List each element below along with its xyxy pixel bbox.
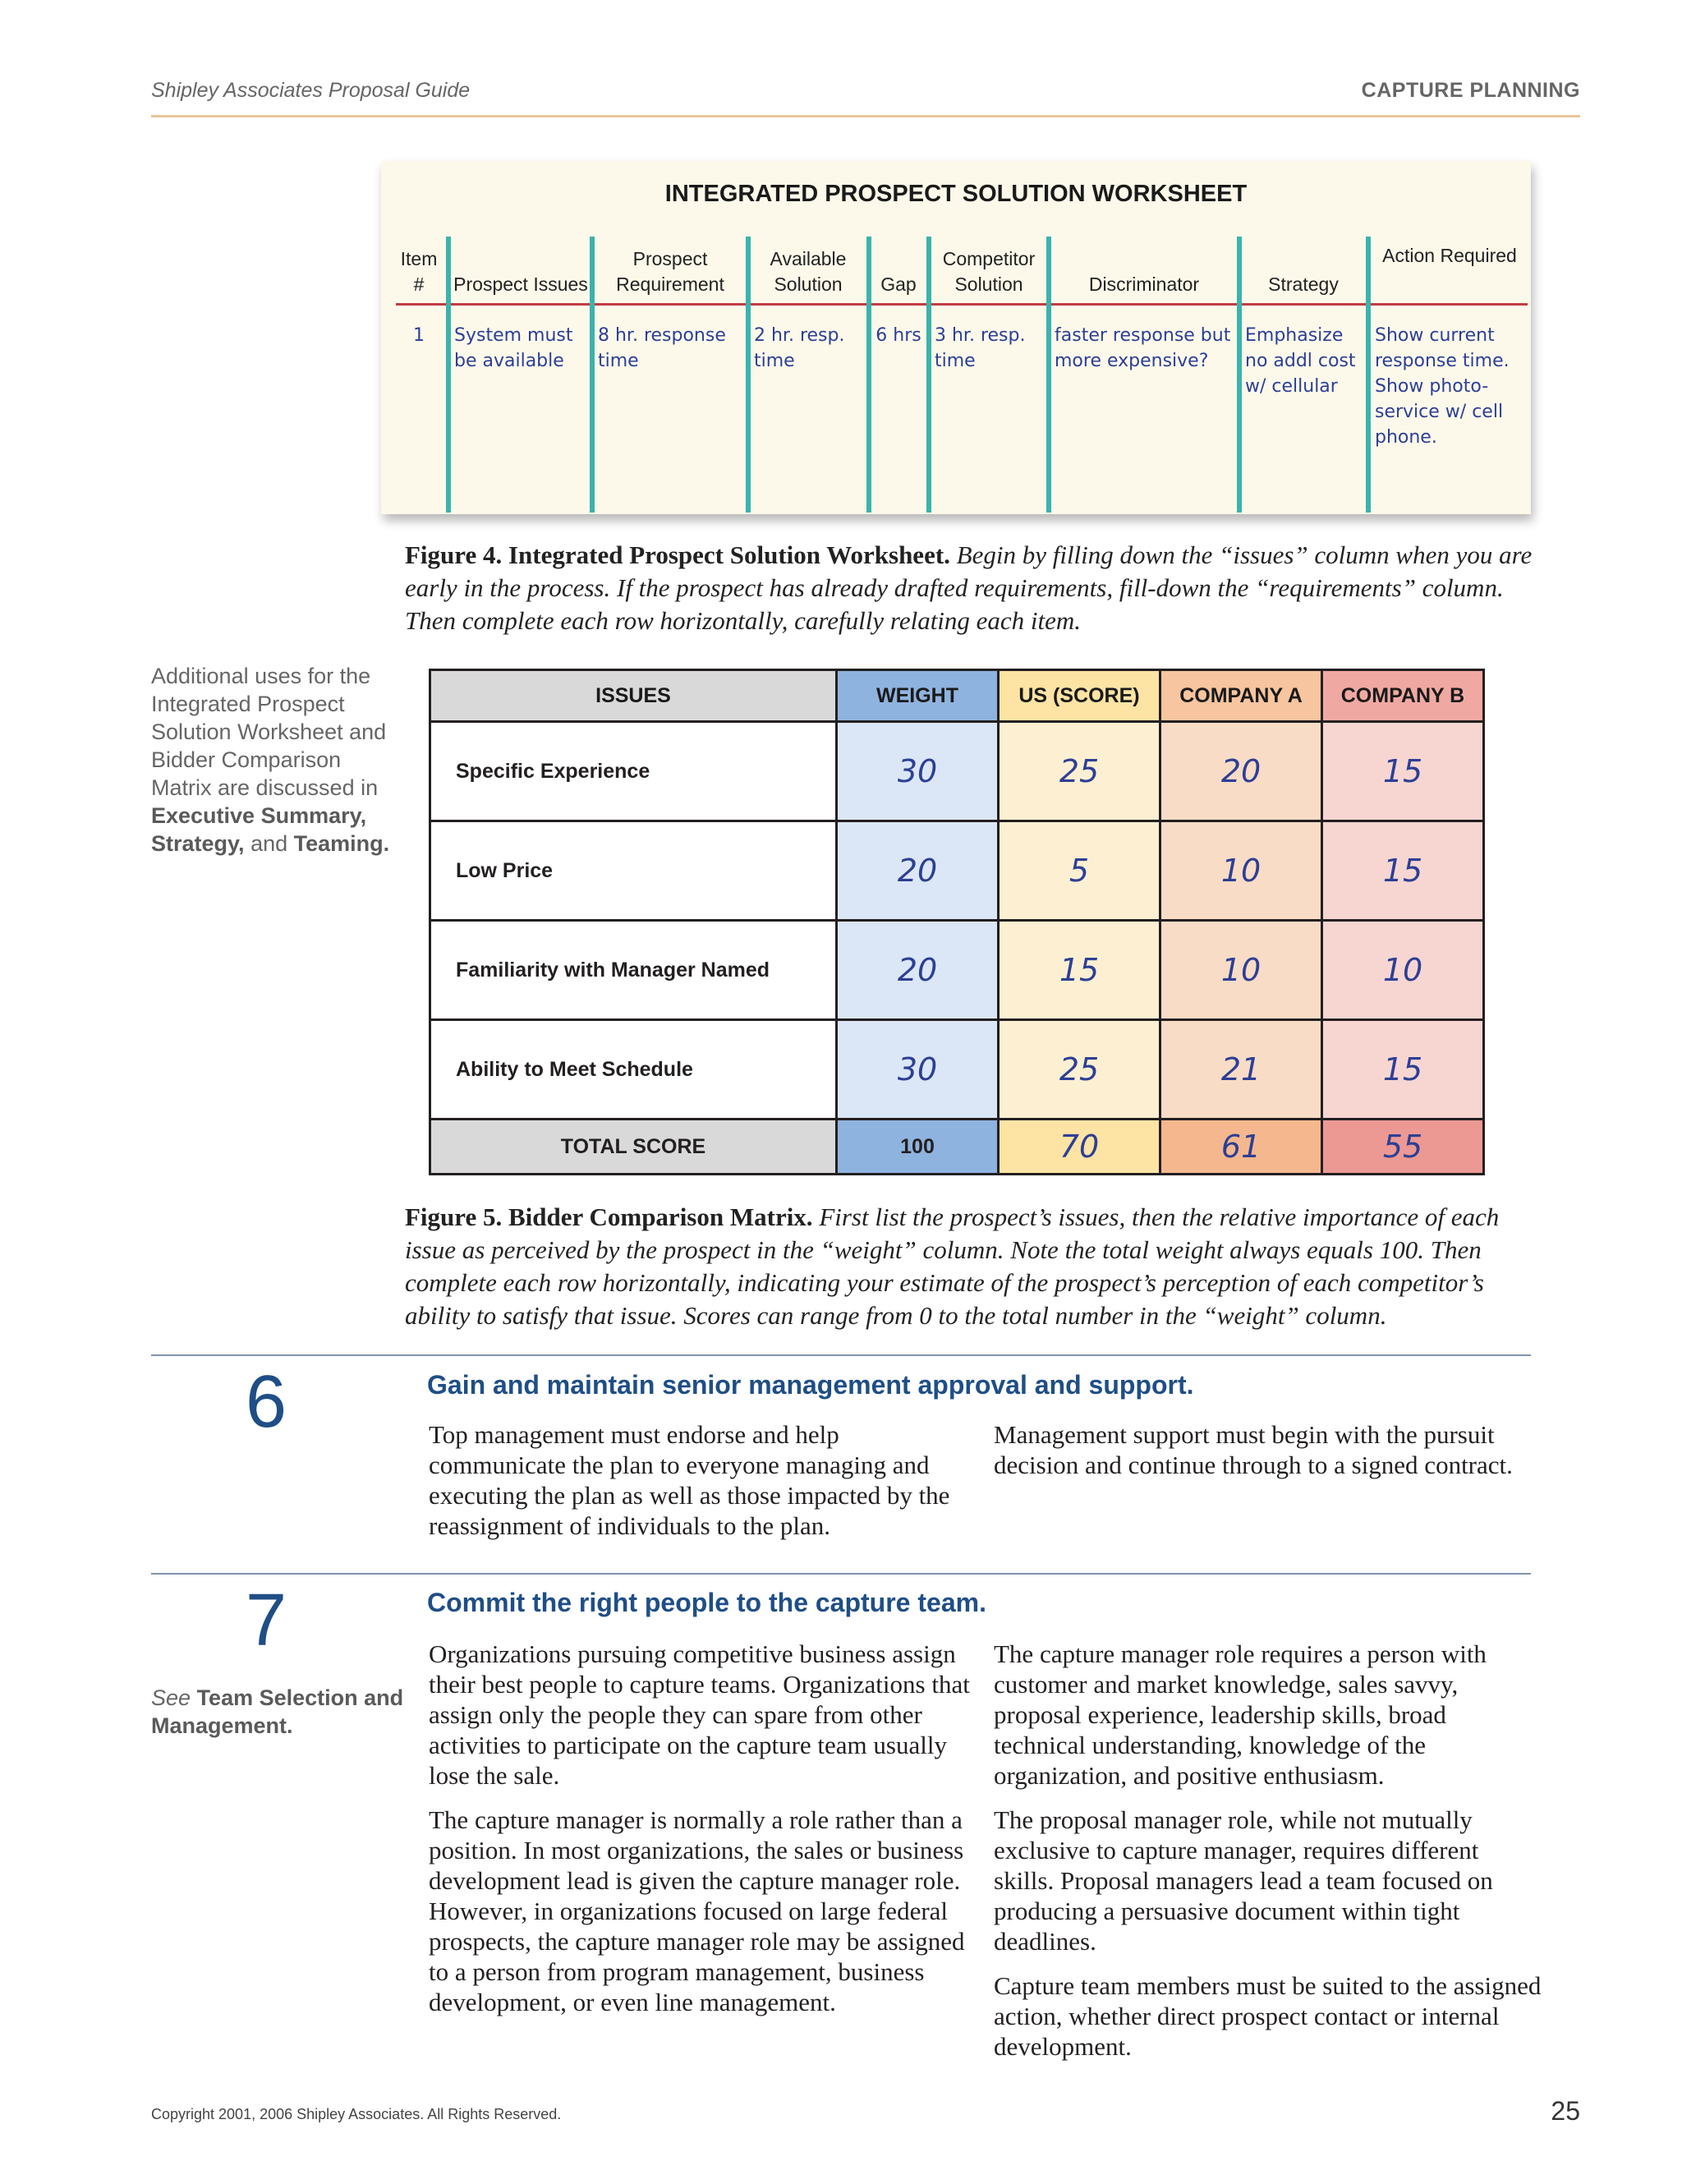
matrix-total-company-b: 55 [1322,1120,1484,1175]
worksheet-col-strategy: Strategy [1268,274,1339,295]
matrix-total-label: TOTAL SCORE [430,1120,837,1175]
figure-4-caption [405,539,1538,637]
matrix-head-company-b: COMPANY B [1322,670,1484,722]
worksheet-column-line [1237,237,1242,513]
matrix-weight: 30 [837,722,999,821]
section-6-paragraph: Management support must begin with the pursuit decision and continue through to a signed contract. [994,1420,1513,1479]
see-prefix: See [151,1685,191,1710]
worksheet-column-line [866,237,871,513]
figure-4-title: Figure 4. Integrated Prospect Solution Worksheet. [405,540,950,569]
matrix-row [430,921,1484,1020]
matrix-total-row [430,1120,1484,1175]
worksheet-col-solution: Available Solution [770,248,847,295]
matrix-company-b-score: 15 [1322,821,1484,921]
matrix-header-row [430,670,1484,722]
matrix-weight: 30 [837,1020,999,1120]
worksheet-col-competitor: Competitor Solution [942,248,1036,295]
matrix-company-a-score: 20 [1160,722,1322,821]
worksheet-cell-action: Show current response time. Show photo-service w/ cell phone. [1375,325,1510,448]
figure-5-title: Figure 5. Bidder Comparison Matrix. [405,1202,813,1231]
worksheet-col-issues: Prospect Issues [453,274,588,295]
section-6-heading: Gain and maintain senior management approval and support. [427,1370,1194,1400]
worksheet-column-line [1046,237,1051,513]
matrix-issue: Low Price [430,821,837,921]
worksheet-col-gap: Gap [880,274,917,295]
worksheet-title: INTEGRATED PROSPECT SOLUTION WORKSHEET [664,181,1248,207]
xref-strategy: Strategy, [151,831,245,856]
section-7-see-note [151,1684,414,1740]
worksheet-col-requirement: Prospect Requirement [616,248,724,295]
worksheet-column-line [926,237,931,513]
worksheet-header-rule [396,303,1528,306]
section-6-column-right [994,1419,1536,1494]
section-7-paragraph: Organizations pursuing competitive business assign their best people to capture teams. Organizations that assign only the people they can spare from other activities to participate on the capture team usually lose the sale. [429,1639,970,1790]
copyright-notice: Copyright 2001, 2006 Shipley Associates. All Rights Reserved. [151,2106,562,2122]
running-header-section: CAPTURE PLANNING [1361,79,1580,102]
matrix-head-issues: ISSUES [430,670,837,722]
worksheet-card [381,161,1531,514]
worksheet-cell-issues: System must be available [454,325,573,371]
matrix-issue: Ability to Meet Schedule [430,1020,837,1120]
matrix-company-b-score: 15 [1322,722,1484,821]
section-7-rule [151,1573,1531,1575]
matrix-head-company-a: COMPANY A [1160,670,1322,722]
matrix-total-company-a: 61 [1160,1120,1322,1175]
header-rule [151,115,1580,117]
matrix-head-weight: WEIGHT [837,670,999,722]
worksheet-col-item: Item # [400,248,438,295]
matrix-weight: 20 [837,921,999,1020]
worksheet-column-line [446,237,451,513]
worksheet-column-line [1366,237,1371,513]
matrix-company-a-score: 10 [1160,821,1322,921]
matrix-company-a-score: 21 [1160,1020,1322,1120]
matrix-row [430,821,1484,921]
section-7-number: 7 [245,1579,287,1662]
figure-5-text: First list the prospect’s issues, then the relative importance of each issue as perceived by the prospect in the “weight” column. Note the total weight always equals 100. Then complete each row horizontally, indicating your estimate of the prospect’s perception of each competitor’s ability to satisfy that issue. Scores can range from 0 to the total number in the “weight” column. [405,1202,1500,1330]
worksheet-cell-requirement: 8 hr. response time [598,325,726,371]
matrix-row [430,1020,1484,1120]
section-6-number: 6 [245,1361,287,1443]
section-7-column-left [429,1639,975,2031]
matrix-us-score: 5 [999,821,1160,921]
matrix-company-b-score: 15 [1322,1020,1484,1120]
matrix-total-weight: 100 [837,1120,999,1175]
xref-executive-summary: Executive Summary, [151,803,367,828]
matrix-total-us: 70 [999,1120,1160,1175]
worksheet-column-line [590,237,595,513]
worksheet-col-discriminator: Discriminator [1088,274,1200,295]
worksheet-cell-solution: 2 hr. resp. time [754,325,845,371]
running-header-title: Shipley Associates Proposal Guide [151,79,471,102]
section-7-paragraph: The capture manager is normally a role rather than a position. In most organizations, the sales or business development lead is given the capture manager role. However, in organizations focused on large federal prospects, the capture manager role may be assigned to a person from program management, business development, or even line management. [429,1805,965,2016]
section-7-column-right [994,1639,1542,2076]
section-7-paragraph: Capture team members must be suited to the assigned action, whether direct prospect contact or internal development. [994,1971,1542,2061]
matrix-issue: Familiarity with Manager Named [430,921,837,1020]
worksheet-cell-strategy: Emphasize no addl cost w/ cellular [1245,325,1356,397]
matrix-us-score: 25 [999,1020,1160,1120]
figure-4-text: Begin by filling down the “issues” column when you are early in the process. If the prospect has already drafted requirements, fill-down the “requirements” column. Then complete each row horizontally, carefully relating each item. [405,540,1533,635]
worksheet-col-action: Action Required [1382,245,1517,266]
matrix-company-b-score: 10 [1322,921,1484,1020]
worksheet-cell-item: 1 [413,325,425,346]
xref-teaming: Teaming. [293,831,390,856]
sidebar-note-and: and [250,831,288,856]
matrix-company-a-score: 10 [1160,921,1322,1020]
section-6-rule [151,1354,1531,1356]
sidebar-note-text: Additional uses for the Integrated Prospect Solution Worksheet and Bidder Comparison Matrix are discussed in [151,664,387,800]
matrix-weight: 20 [837,821,999,921]
matrix-head-us: US (SCORE) [999,670,1160,722]
matrix-us-score: 25 [999,722,1160,821]
bidder-comparison-matrix [429,669,1485,1175]
section-7-paragraph: The proposal manager role, while not mutually exclusive to capture manager, requires different skills. Proposal managers lead a team focused on producing a persuasive document within tight deadlines. [994,1805,1493,1956]
sidebar-note [151,662,398,858]
matrix-issue: Specific Experience [430,722,837,821]
xref-team-selection: Team Selection and Management. [151,1685,404,1738]
section-6-paragraph: Top management must endorse and help communicate the plan to everyone managing and executing the plan as well as those impacted by the reassignment of individuals to the plan. [429,1420,950,1540]
worksheet-column-line [746,237,751,513]
matrix-us-score: 15 [999,921,1160,1020]
section-7-heading: Commit the right people to the capture team. [427,1588,986,1617]
worksheet-cell-competitor: 3 hr. resp. time [935,325,1026,371]
figure-5-caption [405,1201,1546,1332]
worksheet-cell-discriminator: faster response but more expensive? [1055,325,1231,371]
worksheet-cell-gap: 6 hrs [875,325,921,346]
section-7-paragraph: The capture manager role requires a person with customer and market knowledge, sales savvy, proposal experience, leadership skills, broad technical understanding, knowledge of the organization, and positive enthusiasm. [994,1639,1487,1790]
section-6-column-left [429,1419,971,1555]
page-number: 25 [1551,2096,1580,2126]
matrix-row [430,722,1484,821]
